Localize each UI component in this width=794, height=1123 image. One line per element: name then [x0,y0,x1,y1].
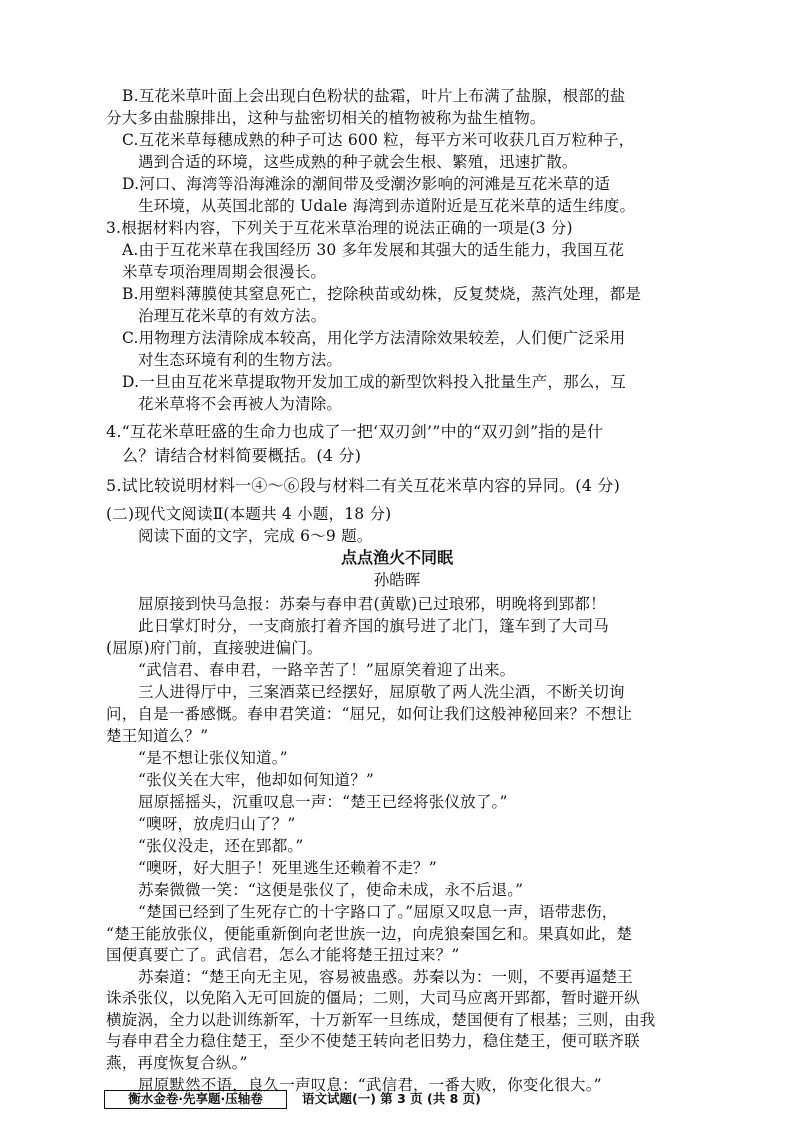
q3-option-c-line-2: 对生态环境有利的生物方法。 [138,351,343,369]
footer-brand-box [104,1090,287,1109]
story-para-10: “噢呀，好大胆子！死里逃生还赖着不走？” [138,859,437,877]
option-b-line-2: 分大多由盐腺排出，这种与盐密切相关的植物被称为盐生植物。 [106,109,546,127]
question-4-line-1: 4.“互花米草旺盛的生命力也成了一把‘双刃剑’”中的“双刃剑”指的是什 [106,422,604,441]
q3-option-d-line-1: D.一旦由互花米草提取物开发加工成的新型饮料投入批量生产，那么，互 [122,373,626,391]
q3-option-a-line-2: 米草专项治理周期会很漫长。 [122,263,327,281]
story-para-11: 苏秦微微一笑：“这便是张仪了，使命未成，永不后退。” [138,881,524,899]
footer-page-info: 语文试题(一) 第 3 页 (共 8 页) [302,1091,481,1106]
story-para-12-line-2: “楚王能放张仪，便能重新倒向老世族一边，向虎狼秦国乞和。果真如此，楚 [106,924,633,943]
story-para-7: 屈原摇摇头，沉重叹息一声：“楚王已经将张仪放了。” [138,793,508,811]
story-author: 孙皓晖 [373,571,421,589]
section-instruction: 阅读下面的文字，完成 6～9 题。 [138,527,373,545]
story-para-13-line-4: 与春申君全力稳住楚王，至少不使楚王转向老旧势力，稳住楚王，便可联齐联 [106,1032,640,1050]
story-title: 点点渔火不同眠 [340,548,453,567]
q3-option-b-line-1: B.用塑料薄膜使其窒息死亡，挖除秧苗或幼株，反复焚烧，蒸汽处理，都是 [122,285,642,303]
story-para-13-line-3: 横旋涡，全力以赴训练新军，十万新军一旦练成，楚国便有了根基；三则，由我 [106,1010,656,1029]
story-para-1: 屈原接到快马急报：苏秦与春申君(黄歇)已过琅邪，明晚将到郢都！ [138,595,606,613]
story-para-14: 屈原默然不语，良久一声叹息：“武信君，一番大败，你变化很大。” [138,1076,602,1094]
story-para-12-line-1: “楚国已经到了生死存亡的十字路口了。”屈原又叹息一声，语带悲伤， [138,903,618,921]
story-para-8: “噢呀，放虎归山了？” [138,815,296,833]
story-para-4-line-2: 问，自是一番感慨。春申君笑道：“屈兄，如何让我们这般神秘回来？不想让 [106,705,633,723]
story-para-2-line-2: (屈原)府门前，直接驶进偏门。 [106,639,323,657]
story-para-4-line-1: 三人进得厅中，三案酒菜已经摆好，屈原敬了两人洗尘酒，不断关切询 [138,683,625,701]
q3-option-d-line-2: 花米草将不会再被人为清除。 [138,395,343,413]
option-d-line-1: D.河口、海湾等沿海滩涂的潮间带及受潮汐影响的河滩是互花米草的适 [122,175,611,193]
q3-option-c-line-1: C.用物理方法清除成本较高，用化学方法清除效果较差，人们便广泛采用 [122,329,626,347]
footer-brand: 衡水金卷·先享题·压轴卷 [128,1091,263,1106]
story-para-2-line-1: 此日掌灯时分，一支商旅打着齐国的旗号进了北门，篷车到了大司马 [138,617,610,635]
story-para-13-line-5: 燕，再度恢复合纵。” [106,1053,248,1072]
story-para-12-line-3: 国便真要亡了。武信君，怎么才能将楚王扭过来？” [106,946,460,964]
option-c-line-2: 遇到合适的环境，这些成熟的种子就会生根、繁殖，迅速扩散。 [138,153,578,171]
option-b-line-1: B.互花米草叶面上会出现白色粉状的盐霜，叶片上布满了盐腺，根部的盐 [122,87,626,105]
question-4-line-2: 么？请结合材料简要概括。(4 分) [122,446,362,465]
story-para-6: “张仪关在大牢，他却如何知道？” [138,771,375,789]
story-para-13-line-2: 诛杀张仪，以免陷入无可回旋的僵局；二则，大司马应离开郢都，暂时避开纵 [106,989,640,1007]
option-c-line-1: C.互花米草每穗成熟的种子可达 600 粒，每平方米可收获几百万粒种子， [122,131,635,149]
story-para-13-line-1: 苏秦道：“楚王向无主见，容易被蛊惑。苏秦以为：一则，不要再逼楚王 [138,967,633,986]
section-heading: (二)现代文阅读Ⅱ(本题共 4 小题，18 分) [106,505,392,523]
question-5: 5.试比较说明材料一④～⑥段与材料二有关互花米草内容的异同。(4 分) [106,476,621,495]
option-d-line-2: 生环境，从英国北部的 Udale 海湾到赤道附近是互花米草的适生纬度。 [138,197,636,215]
q3-option-a-line-1: A.由于互花米草在我国经历 30 多年发展和其强大的适生能力，我国互花 [122,241,625,259]
story-para-3: “武信君、春申君，一路辛苦了！”屈原笑着迎了出来。 [138,661,516,679]
story-para-9: “张仪没走，还在郢都。” [138,837,304,855]
question-3-stem: 3.根据材料内容，下列关于互花米草治理的说法正确的一项是(3 分) [106,219,573,237]
story-para-5: “是不想让张仪知道。” [138,749,288,767]
story-para-4-line-3: 楚王知道么？” [106,727,209,745]
q3-option-b-line-2: 治理互花米草的有效方法。 [138,307,327,325]
